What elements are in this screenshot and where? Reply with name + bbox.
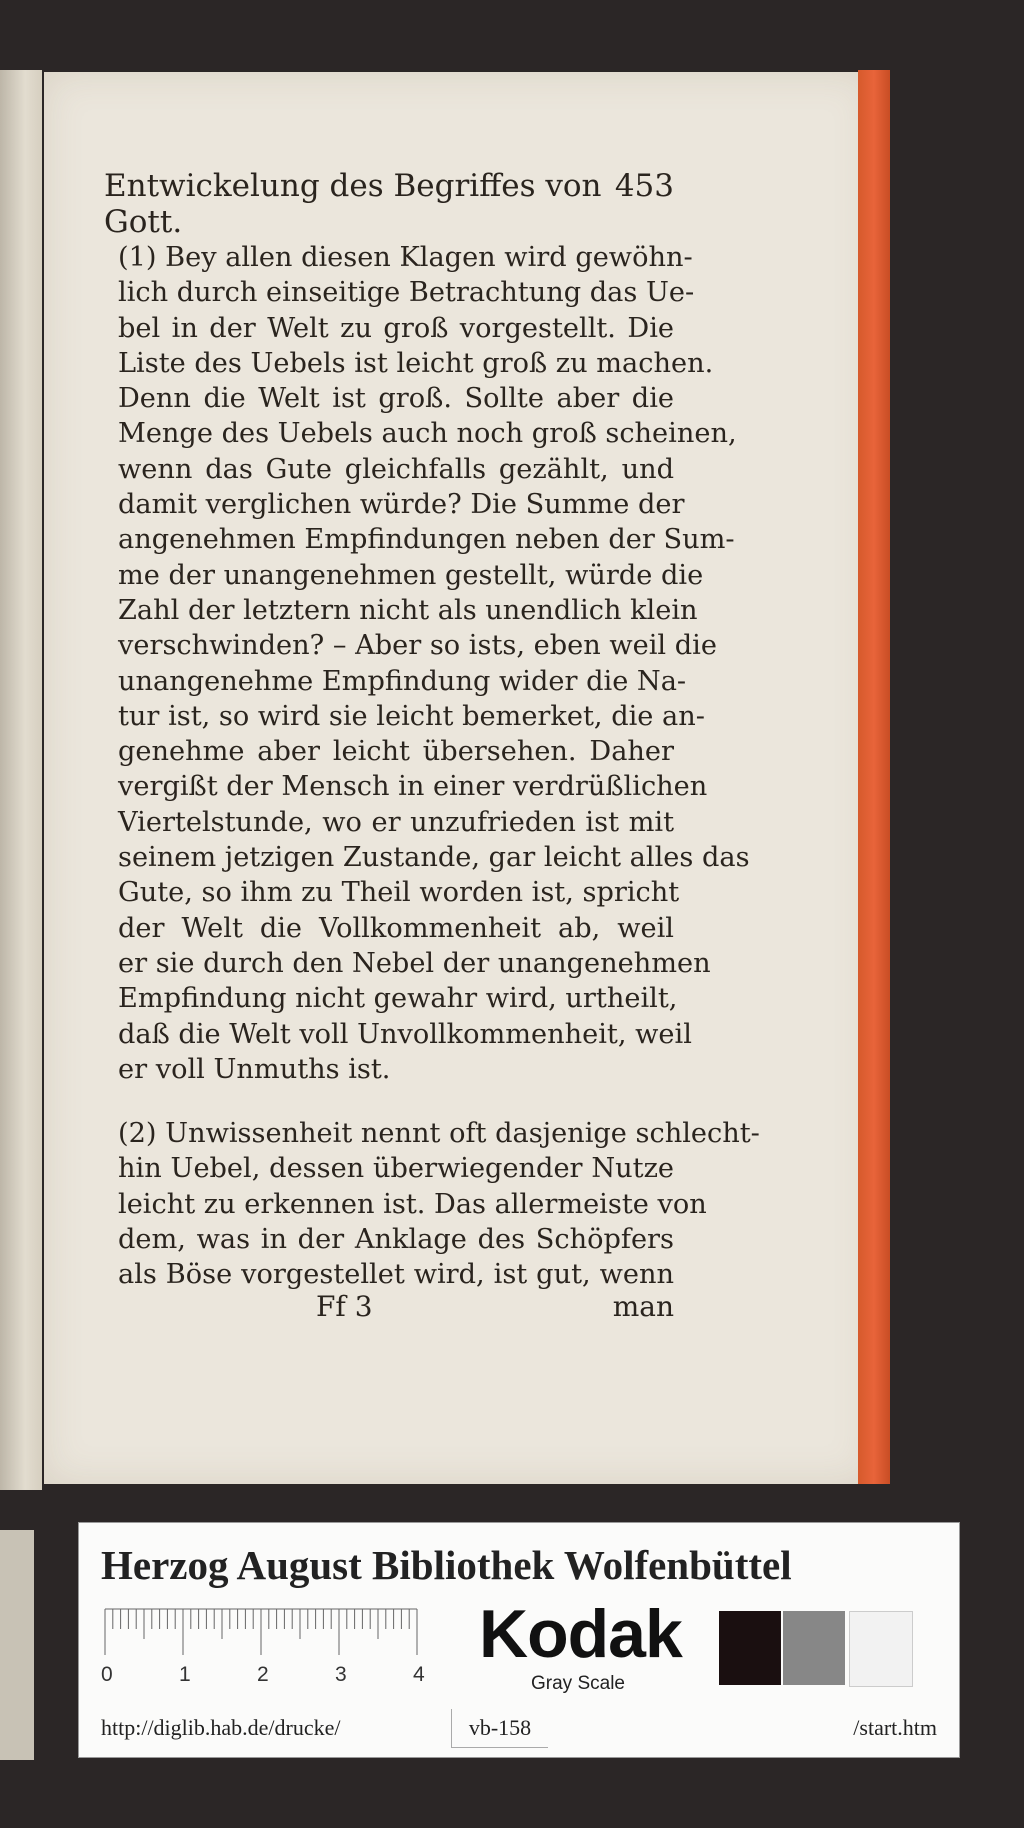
ruler-number: 0 [101, 1663, 113, 1686]
text-line: damit verglichen würde? Die Summe der [118, 489, 685, 521]
gray-scale-label: Gray Scale [531, 1673, 625, 1694]
ruler-number: 2 [257, 1663, 269, 1686]
ruler-number: 3 [335, 1663, 347, 1686]
url-prefix: http://diglib.hab.de/drucke/ [101, 1715, 341, 1740]
text-line: seinem jetzigen Zustande, gar leicht alles das [118, 842, 750, 874]
text-line: hin Uebel, dessen überwiegender Nutze [118, 1153, 674, 1185]
text-line: angenehmen Empfindungen neben der Sum- [118, 524, 735, 556]
page-red-edge [858, 70, 890, 1484]
text-line: genehme aber leicht übersehen. Daher [118, 736, 674, 768]
signature-mark: Ff 3 [316, 1290, 373, 1323]
text-line: verschwinden? – Aber so ists, eben weil die [118, 630, 717, 662]
catchword: man [612, 1290, 674, 1323]
running-title: Entwickelung des Begriffes von Gott. [104, 168, 602, 240]
text-line: Gute, so ihm zu Theil worden ist, spricht [118, 877, 680, 909]
text-line: Menge des Uebels auch noch groß scheinen, [118, 418, 737, 450]
page-number: 453 [614, 168, 674, 204]
scan-reference-card [78, 1522, 960, 1758]
text-line: vergißt der Mensch in einer verdrüßlichen [118, 771, 708, 803]
text-line: der Welt die Vollkommenheit ab, weil [118, 912, 674, 944]
text-line: Liste des Uebels ist leicht groß zu machen. [118, 347, 714, 379]
text-line: tur ist, so wird sie leicht bemerket, die an- [118, 700, 705, 732]
kodak-logo: Kodak [479, 1596, 682, 1672]
text-line: Denn die Welt ist groß. Sollte aber die [118, 383, 674, 415]
ruler-number: 4 [413, 1663, 425, 1686]
gray-swatch-mid [783, 1611, 845, 1685]
text-line: dem, was in der Anklage des Schöpfers [118, 1223, 674, 1255]
text-line: Empfindung nicht gewahr wird, urtheilt, [118, 983, 678, 1015]
page-header [104, 168, 674, 240]
text-line: wenn das Gute gleichfalls gezählt, und [118, 453, 674, 485]
text-line: er sie durch den Nebel der unangenehmen [118, 947, 711, 979]
text-line: unangenehme Empfindung wider die Na- [118, 665, 687, 697]
shelfmark: vb-158 [451, 1709, 548, 1748]
left-page-edge [0, 70, 42, 1490]
text-line: leicht zu erkennen ist. Das allermeiste von [118, 1188, 707, 1220]
text-line: er voll Unmuths ist. [118, 1053, 391, 1085]
left-page-lower-edge [0, 1530, 34, 1760]
ruler-labels [101, 1663, 481, 1693]
ruler-number: 1 [179, 1663, 191, 1686]
gray-swatch-white [849, 1611, 913, 1687]
text-line: (2) Unwissenheit nennt oft dasjenige schlecht- [118, 1118, 760, 1149]
url-suffix: /start.htm [853, 1715, 937, 1740]
text-line: daß die Welt voll Unvollkommenheit, weil [118, 1018, 692, 1050]
paragraph-1 [118, 240, 750, 1087]
gray-swatch-black [719, 1611, 781, 1685]
library-name: Herzog August Bibliothek Wolfenbüttel [101, 1542, 792, 1588]
text-line: (1) Bey allen diesen Klagen wird gewöhn- [118, 242, 693, 273]
text-line: Zahl der letztern nicht als unendlich klein [118, 594, 698, 626]
text-line: lich durch einseitige Betrachtung das Ue- [118, 277, 695, 309]
paragraph-2 [118, 1116, 760, 1292]
text-line: me der unangenehmen gestellt, würde die [118, 559, 704, 591]
text-line: als Böse vorgestellet wird, ist gut, wenn [118, 1259, 674, 1291]
text-line: Viertelstunde, wo er unzufrieden ist mit [118, 806, 674, 838]
page-footer [140, 1290, 674, 1326]
text-line: bel in der Welt zu groß vorgestellt. Die [118, 312, 674, 344]
